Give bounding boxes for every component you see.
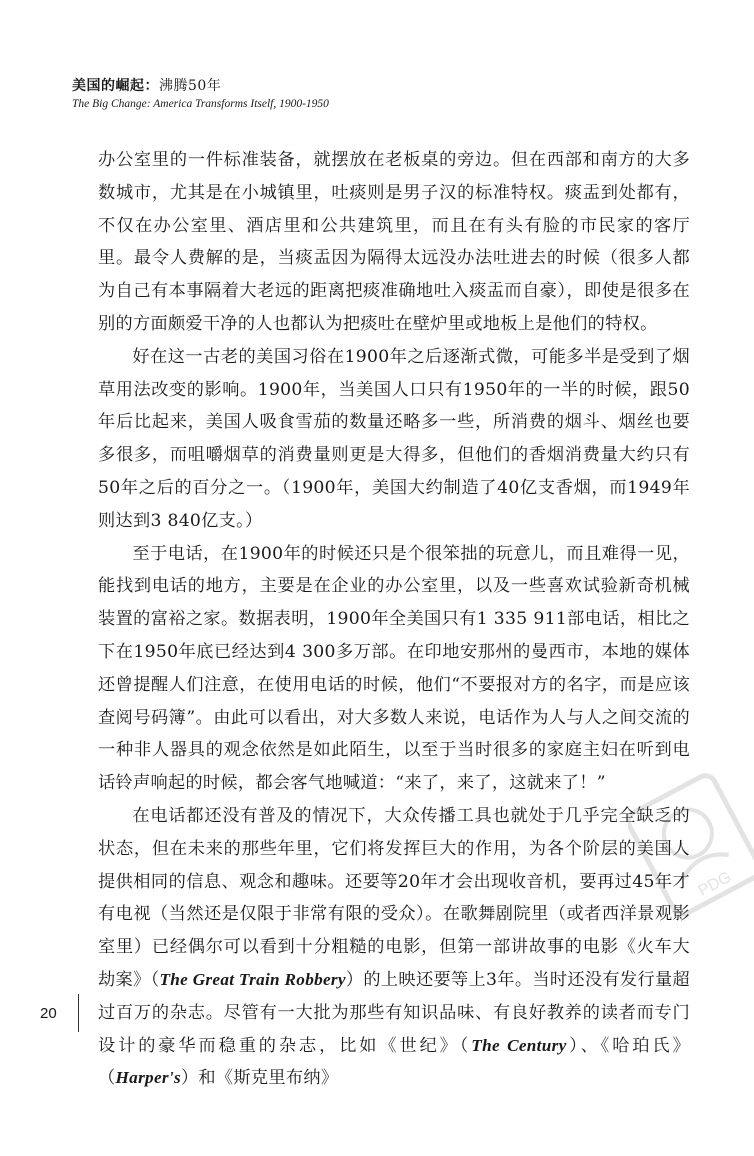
book-title <box>72 76 329 96</box>
paragraph <box>98 538 690 800</box>
text-run: ）和《斯克里布纳》 <box>180 1068 339 1089</box>
book-subtitle: The Big Change: America Transforms Itself, 1900-1950 <box>72 98 329 110</box>
italic-title: Harper's <box>115 1068 181 1088</box>
paragraph <box>98 341 690 538</box>
running-header <box>72 76 329 112</box>
page-number-rule <box>78 994 79 1032</box>
text-run: 至于电话，在1900年的时候还只是个很笨拙的玩意儿，而且难得一见，能找到电话的地方，主要是在企业的办公室里，以及一些喜欢试验新奇机械装置的富裕之家。数据表明，1900年全美国只有1 335 911部电话，相比之下在1950年底已经达到4 300多万部。在印地安那州的曼西市，本地的媒体还曾提醒人们注意，在使用电话的时候，他们“不要报对方的名字，而是应该查阅号码簿”。由此可以看出，对大多数人来说，电话作为人与人之间交流的一种非人器具的观念依然是如此陌生，以至于当时很多的家庭主妇在听到电话铃声响起的时候，都会客气地喊道：“来了，来了，这就来了！” <box>98 543 690 794</box>
italic-title: The Century <box>471 1035 567 1055</box>
page-number: 20 <box>40 1005 57 1022</box>
text-run: 在电话都还没有普及的情况下，大众传播工具也就处于几乎完全缺乏的状态，但在未来的那些年里，它们将发挥巨大的作用，为各个阶层的美国人提供相同的信息、观念和趣味。还要等20年才会出现收音机，要再过45年才有电视（当然还是仅限于非常有限的受众）。在歌舞剧院里（或者西洋景观影室里）已经偶尔可以看到十分粗糙的电影，但第一部讲故事的电影《火车大劫案》（ <box>98 805 690 990</box>
watermark-text: PDG <box>695 868 735 900</box>
book-title-main: 美国的崛起： <box>72 78 159 94</box>
paragraph <box>98 800 690 1095</box>
text-run: 好在这一古老的美国习俗在1900年之后逐渐式微，可能多半是受到了烟草用法改变的影响。1900年，当美国人口只有1950年的一半的时候，跟50年后比起来，美国人吸食雪茄的数量还略多一些，所消费的烟斗、烟丝也要多很多，而咀嚼烟草的消费量则更是大得多，但他们的香烟消费量大约只有50年之后的百分之一。（1900年，美国大约制造了40亿支香烟，而1949年则达到3 840亿支。） <box>98 346 690 531</box>
italic-title: The Great Train Robbery <box>159 969 346 989</box>
text-run: 办公室里的一件标准装备，就摆放在老板桌的旁边。但在西部和南方的大多数城市，尤其是在小城镇里，吐痰则是男子汉的标准特权。痰盂到处都有，不仅在办公室里、酒店里和公共建筑里，而且在有头有脸的市民家的客厅里。最令人费解的是，当痰盂因为隔得太远没办法吐进去的时候（很多人都为自己有本事隔着大老远的距离把痰准确地吐入痰盂而自豪），即使是很多在别的方面颇爱干净的人也都认为把痰吐在壁炉里或地板上是他们的特权。 <box>98 150 690 334</box>
text-run: ）的上映还要等上3年。当时还没有发行量超过百万的杂志。尽管有一大批为那些有知识品味、有良好教养的读者而专门设计的豪华而稳重的杂志，比如《世纪》（ <box>98 969 690 1056</box>
body-text <box>98 144 690 1095</box>
book-title-sub: 沸腾50年 <box>159 78 222 94</box>
paragraph <box>98 144 690 341</box>
text-run: ）、《哈珀氏》（ <box>98 1035 690 1089</box>
